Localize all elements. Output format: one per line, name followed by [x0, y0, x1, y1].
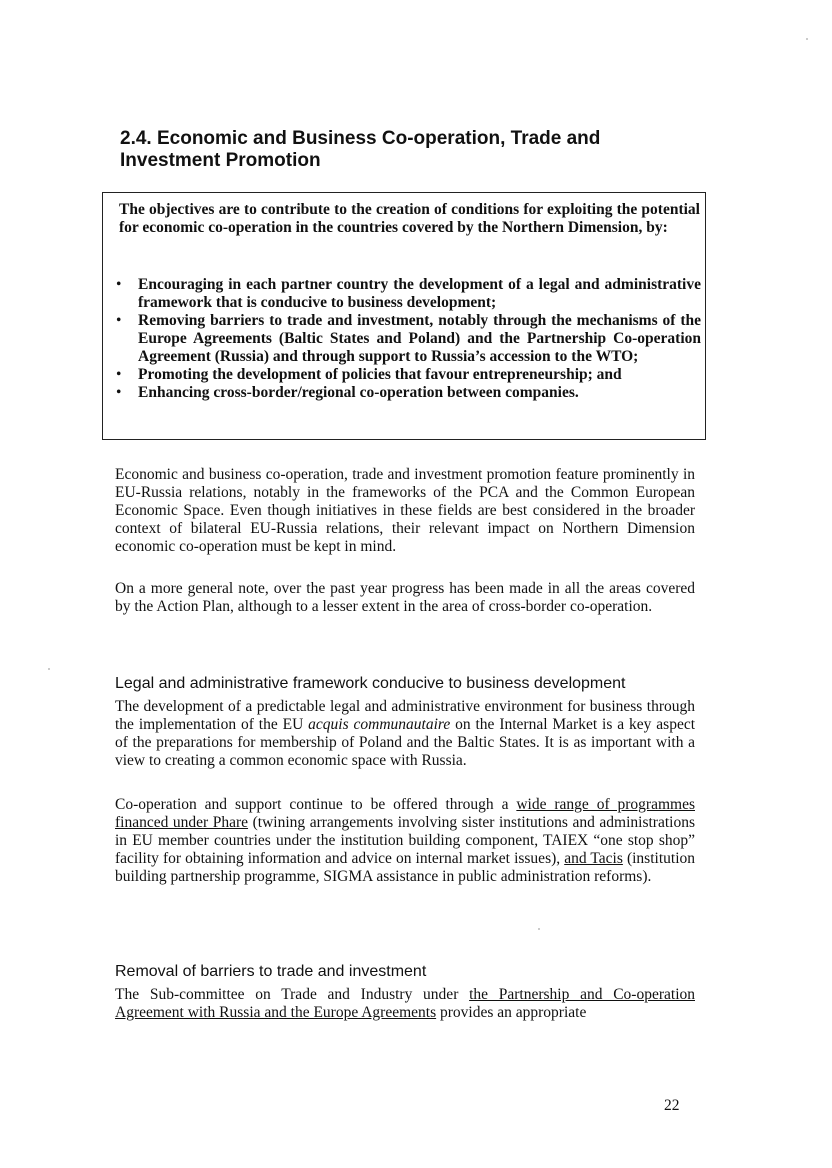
text-run: The Sub-committee on Trade and Industry under — [115, 986, 470, 1003]
subheading-legal-framework: Legal and administrative framework conducive to business development — [115, 675, 626, 692]
paragraph-cooperation-support — [115, 796, 695, 886]
objective-item: • Enhancing cross-border/regional co-operation between companies. — [116, 384, 701, 402]
text-run: (institution building partnership programme, SIGMA assistance in public administration reforms). — [115, 850, 695, 885]
scan-speck — [806, 38, 808, 40]
objectives-list — [116, 276, 701, 402]
scan-speck — [48, 668, 50, 670]
italic-term: acquis communautaire — [308, 716, 451, 733]
objective-item: • Promoting the development of policies that favour entrepreneurship; and — [116, 366, 701, 384]
text-run: (twining arrangements involving sister institutions and administrations in EU member countries under the institution building component, TAIEX “one stop shop” facility for obtaining information and advice on internal market issues), — [115, 814, 695, 867]
paragraph-subcommittee — [115, 986, 695, 1022]
paragraph-general-note: On a more general note, over the past year progress has been made in all the areas covered by the Action Plan, although to a lesser extent in the area of cross-border co-operation. — [115, 580, 695, 615]
tacis-link[interactable]: and Tacis — [564, 850, 623, 867]
text-run: provides an appropriate — [436, 1004, 587, 1021]
objectives-intro: The objectives are to contribute to the creation of conditions for exploiting the potential for economic co-operation in the countries covered by the Northern Dimension, by: — [119, 201, 700, 236]
page-number: 22 — [664, 1097, 680, 1114]
objective-item: • Encouraging in each partner country the development of a legal and administrative framework that is conducive to business development; — [116, 276, 701, 312]
objective-item: • Removing barriers to trade and investment, notably through the mechanisms of the Europe Agreements (Baltic States and Poland) and the Partnership Co-operation Agreement (Russia) and through support to Russia’s accession to the WTO; — [116, 312, 701, 366]
text-run: on the Internal Market is a key aspect of the preparations for membership of Poland and the Baltic States. It is as important with a view to creating a common economic space with Russia. — [115, 716, 696, 769]
section-title: 2.4. Economic and Business Co-operation, Trade and Investment Promotion — [120, 128, 601, 171]
text-run: The development of a predictable legal and administrative environment for business through the implementation of the EU — [115, 698, 695, 733]
paragraph-legal-environment — [115, 698, 695, 770]
phare-link[interactable]: wide range of programmes financed under Phare — [115, 796, 695, 831]
paragraph-eu-russia: Economic and business co-operation, trade and investment promotion feature prominently in EU-Russia relations, notably in the frameworks of the PCA and the Common European Economic Space. Even though initiatives in these fields are best considered in the broader context of bilateral EU-Russia relations, their relevant impact on Northern Dimension economic co-operation must be kept in mind. — [115, 466, 695, 555]
scan-speck — [538, 928, 540, 930]
pca-link[interactable]: the Partnership and Co-operation Agreement with Russia and the Europe Agreements — [115, 986, 695, 1021]
subheading-removal-barriers: Removal of barriers to trade and investment — [115, 963, 427, 980]
text-run: Co-operation and support continue to be offered through a — [115, 796, 517, 813]
